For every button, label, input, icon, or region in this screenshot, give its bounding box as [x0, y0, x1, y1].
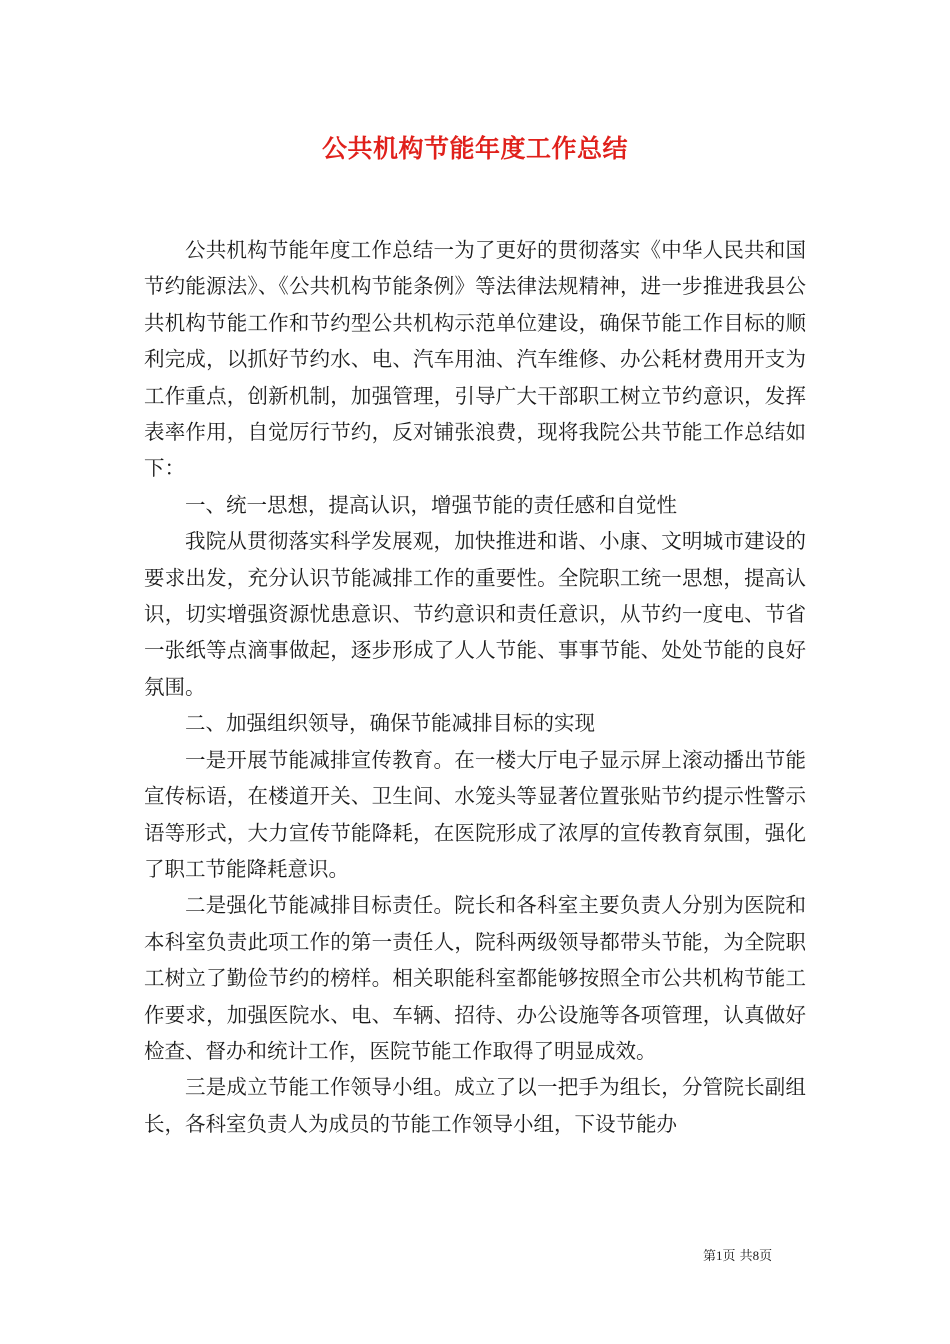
section-heading-2: 二、加强组织领导，确保节能减排目标的实现 — [185, 711, 595, 736]
paragraph-intro: 公共机构节能年度工作总结一为了更好的贯彻落实《中华人民共和国节约能源法》、《公共机构节能条例》等法律法规精神，进一步推进我县公共机构节能工作和节约型公共机构示范单位建设，确保节能工作目标的顺利完成，以抓好节约水、电、汽车用油、汽车维修、办公耗材费用开支为工作重点，创新机制，加强管理，引导广大干部职工树立节约意识，发挥表率作用，自觉厉行节约，反对铺张浪费，现将我院公共节能工作总结如下： — [144, 238, 806, 481]
section-heading-1: 一、统一思想，提高认识，增强节能的责任感和自觉性 — [185, 492, 677, 517]
document-body — [144, 232, 806, 1142]
footer-middle: 页 共 — [722, 1249, 753, 1264]
document-title: 公共机构节能年度工作总结 — [321, 134, 628, 163]
footer-suffix: 页 — [759, 1249, 773, 1264]
paragraph-section-1: 我院从贯彻落实科学发展观，加快推进和谐、小康、文明城市建设的要求出发，充分认识节能减排工作的重要性。全院职工统一思想，提高认识，切实增强资源忧患意识、节约意识和责任意识，从节约一度电、节省一张纸等点滴事做起，逐步形成了人人节能、事事节能、处处节能的良好氛围。 — [144, 529, 806, 699]
footer-total-pages: 8 — [752, 1248, 760, 1263]
paragraph-item-1: 一是开展节能减排宣传教育。在一楼大厅电子显示屏上滚动播出节能宣传标语，在楼道开关、卫生间、水笼头等显著位置张贴节约提示性警示语等形式，大力宣传节能降耗，在医院形成了浓厚的宣传教育氛围，强化了职工节能降耗意识。 — [144, 747, 806, 881]
paragraph-item-2: 二是强化节能减排目标责任。院长和各科室主要负责人分别为医院和本科室负责此项工作的第一责任人，院科两级领导都带头节能，为全院职工树立了勤俭节约的榜样。相关职能科室都能够按照全市公共机构节能工作要求，加强医院水、电、车辆、招待、办公设施等各项管理，认真做好检查、督办和统计工作，医院节能工作取得了明显成效。 — [144, 893, 806, 1063]
paragraph-item-3: 三是成立节能工作领导小组。成立了以一把手为组长，分管院长副组长，各科室负责人为成员的节能工作领导小组，下设节能办 — [144, 1075, 806, 1136]
footer-current-page: 1 — [716, 1248, 723, 1263]
page-number-footer — [703, 1247, 823, 1266]
footer-prefix: 第 — [703, 1249, 717, 1264]
